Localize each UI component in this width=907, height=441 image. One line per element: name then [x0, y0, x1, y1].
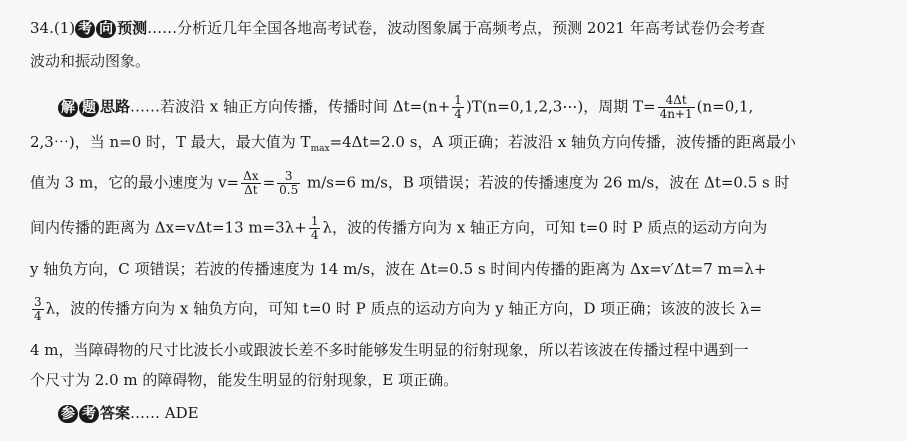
- answer-text: …… ADE: [130, 404, 199, 422]
- sol-l1c: (n=0,1,: [696, 97, 754, 116]
- sol-l3b: =: [262, 173, 276, 192]
- fraction-6: [32, 296, 44, 323]
- kao-heading: 预测: [117, 19, 148, 37]
- fraction-4-den: 0.5: [279, 183, 299, 197]
- question-number: [30, 18, 765, 38]
- fraction-5: [309, 215, 321, 242]
- kao-text-1: ……分析近几年全国各地高考试卷，波动图象属于高频考点，预测 2021 年高考试卷仍会考查: [147, 19, 765, 37]
- sol-l2: 2,3⋯)，当 n=0 时，T 最大，最大值为 T: [30, 133, 311, 151]
- sol-l3c: m/s=6 m/s，B 项错误；若波的传播速度为 26 m/s，波在 Δt=0.5 s 时: [302, 173, 790, 192]
- sol-l3a: 值为 3 m，它的最小速度为 v=: [30, 173, 240, 192]
- solution-line-7: [30, 340, 867, 360]
- kao-badge: 考: [75, 20, 95, 38]
- sol-l7: 4 m，当障碍物的尺寸比波长小或跟波长差不多时能够发生明显的衍射现象，所以若该波在传播过程中遇到一: [30, 341, 749, 359]
- solution-line-4: [30, 215, 867, 242]
- fraction-1: [452, 94, 464, 121]
- answer-heading: 答案: [100, 404, 131, 422]
- sol-l5: y 轴负方向，C 项错误；若波的传播速度为 14 m/s，波在 Δt=0.5 s 时间内传播的距离为 Δx=v′Δt=7 m=λ+: [30, 260, 767, 278]
- solution-line-6: [30, 296, 867, 323]
- can-badge: 参: [58, 405, 78, 423]
- fraction-3: [241, 170, 260, 197]
- kao2-badge: 考: [79, 405, 99, 423]
- fraction-1-num: 1: [454, 93, 462, 107]
- ti-badge: 题: [79, 99, 99, 117]
- sol-l2-sub: max: [310, 144, 330, 154]
- sol-l6: λ，波的传播方向为 x 轴负方向，可知 t=0 时 P 质点的运动方向为 y 轴正方向，D 项正确；该波的波长 λ=: [45, 299, 763, 318]
- question-number-text: 34.: [30, 19, 54, 37]
- sol-l4b: λ，波的传播方向为 x 轴正方向，可知 t=0 时 P 质点的运动方向为: [322, 218, 768, 237]
- question-part: (1): [53, 19, 76, 37]
- kao-line-2: [30, 51, 867, 71]
- fraction-2-num: 4Δt: [658, 94, 695, 108]
- fraction-5-den: 4: [310, 228, 319, 242]
- fraction-3-den: Δt: [244, 183, 258, 197]
- solution-line-3: [30, 170, 867, 197]
- sol-l2b: =4Δt=2.0 s，A 项正确；若波沿 x 轴负方向传播，波传播的距离最小: [329, 133, 797, 151]
- jie-badge: 解: [58, 99, 78, 117]
- sol-l1a: ……若波沿 x 轴正方向传播，传播时间 Δt=(n+: [130, 97, 451, 116]
- solution-line-5: [30, 259, 867, 279]
- fraction-2: [658, 94, 695, 121]
- solution-heading: 思路: [100, 97, 131, 116]
- sol-l4a: 间内传播的距离为 Δx=vΔt=13 m=3λ+: [30, 218, 307, 237]
- sol-l1b: )T(n=0,1,2,3⋯)，周期 T=: [465, 97, 656, 116]
- fraction-2-den: 4n+1: [659, 107, 693, 121]
- fraction-3-num: Δx: [243, 169, 259, 183]
- fraction-6-num: 3: [34, 295, 42, 309]
- fraction-6-den: 4: [34, 309, 42, 323]
- fraction-1-den: 4: [454, 107, 462, 121]
- fraction-4-num: 3: [277, 170, 300, 184]
- answer-line: [58, 403, 867, 423]
- kao-text-2: 波动和振动图象。: [30, 52, 151, 70]
- sol-l8: 个尺寸为 2.0 m 的障碍物，能发生明显的衍射现象，E 项正确。: [30, 371, 459, 389]
- solution-line-8: [30, 370, 867, 390]
- solution-line-2: [30, 132, 867, 159]
- fraction-5-num: 1: [310, 214, 319, 228]
- fraction-4: [277, 170, 300, 197]
- xiang-badge: 向: [96, 20, 116, 38]
- solution-line-1: [58, 94, 867, 121]
